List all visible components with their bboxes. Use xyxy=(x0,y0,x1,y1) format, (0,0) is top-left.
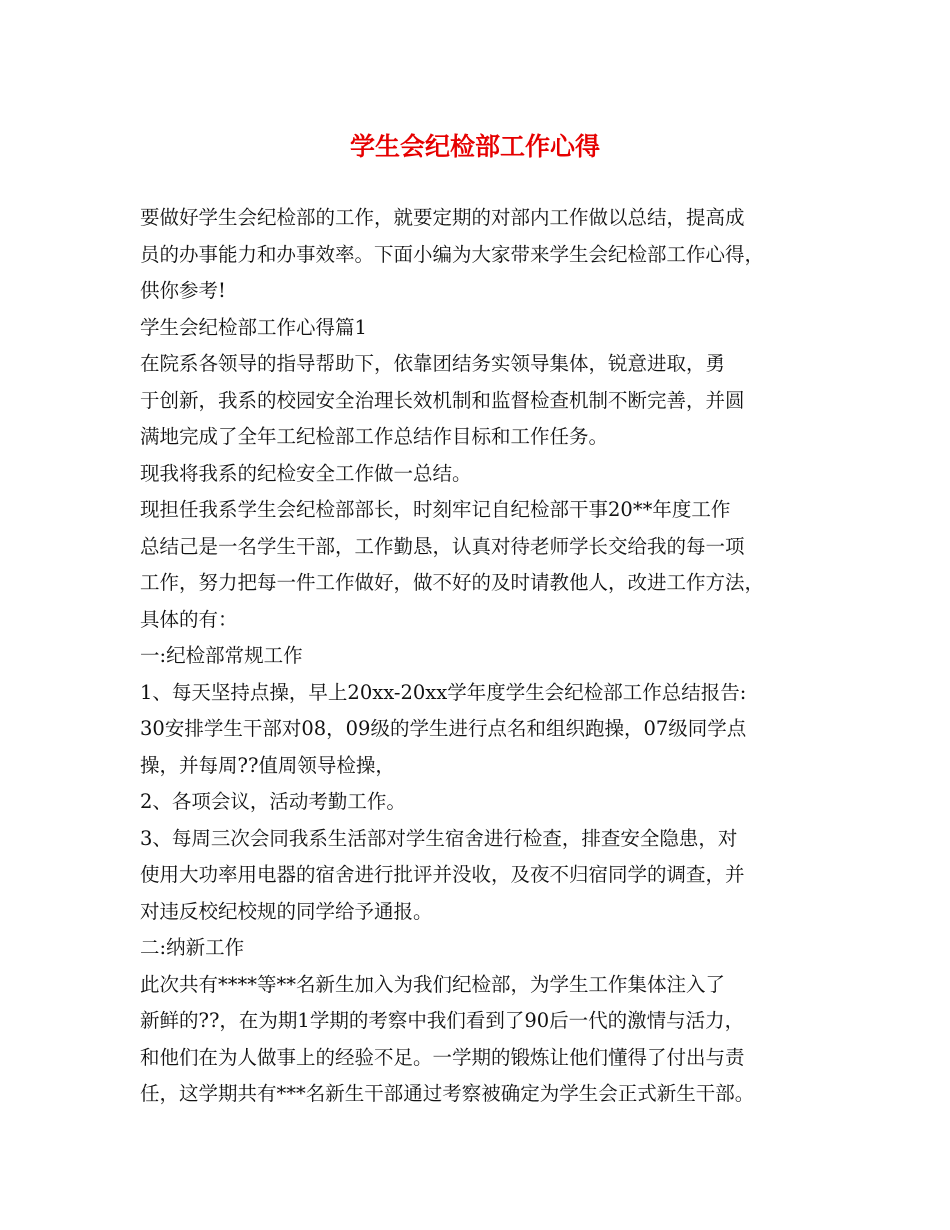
body-line: 对违反校纪校规的同学给予通报。 xyxy=(140,899,433,923)
body-line: 3、每周三次会同我系生活部对学生宿舍进行检查，排查安全隐患，对 xyxy=(140,826,738,850)
body-line: 使用大功率用电器的宿舍进行批评并没收，及夜不归宿同学的调查，并 xyxy=(140,863,745,886)
body-line: 操，并每周??值周领导检操， xyxy=(140,753,395,777)
body-line: 总结己是一名学生干部，工作勤恳，认真对待老师学长交给我的每一项 xyxy=(140,534,745,558)
body-line: 现我将我系的纪检安全工作做一总结。 xyxy=(140,461,472,485)
section-heading-line: 二:纳新工作 xyxy=(140,936,245,959)
body-line: 和他们在为人做事上的经验不足。一学期的锻炼让他们懂得了付出与责 xyxy=(140,1045,745,1069)
body-line: 1、每天坚持点操，早上20xx-20xx学年度学生会纪检部工作总结报告: xyxy=(140,680,747,704)
section-heading-line: 一:纪检部常规工作 xyxy=(140,644,303,667)
body-line: 满地完成了全年工纪检部工作总结作目标和工作任务。 xyxy=(140,425,609,448)
body-line: 具体的有： xyxy=(140,607,238,631)
section-heading-line: 学生会纪检部工作心得篇1 xyxy=(140,315,367,339)
body-line: 在院系各领导的指导帮助下，依靠团结务实领导集体，锐意进取，勇 xyxy=(140,352,726,375)
body-line: 于创新，我系的校园安全治理长效机制和监督检查机制不断完善，并圆 xyxy=(140,388,745,412)
body-line: 要做好学生会纪检部的工作，就要定期的对部内工作做以总结，提高成 xyxy=(140,206,745,229)
body-line: 新鲜的??，在为期1学期的考察中我们看到了90后一代的激情与活力， xyxy=(140,1009,745,1032)
body-line: 2、各项会议，活动考勤工作。 xyxy=(140,790,406,813)
body-line: 供你参考! xyxy=(140,279,226,302)
body-line: 30安排学生干部对08，09级的学生进行点名和组织跑操，07级同学点 xyxy=(140,717,747,740)
body-line: 此次共有****等**名新生加入为我们纪检部，为学生工作集体注入了 xyxy=(140,972,726,996)
body-line: 员的办事能力和办事效率。下面小编为大家带来学生会纪检部工作心得， xyxy=(140,242,765,266)
document-title: 学生会纪检部工作心得 xyxy=(349,132,600,161)
body-line: 现担任我系学生会纪检部部长，时刻牢记自纪检部干事20**年度工作 xyxy=(140,498,731,521)
document-body xyxy=(140,200,820,1113)
body-line: 任，这学期共有***名新生干部通过考察被确定为学生会正式新生干部。 xyxy=(140,1082,755,1105)
body-line: 工作，努力把每一件工作做好，做不好的及时请教他人，改进工作方法， xyxy=(140,571,765,594)
